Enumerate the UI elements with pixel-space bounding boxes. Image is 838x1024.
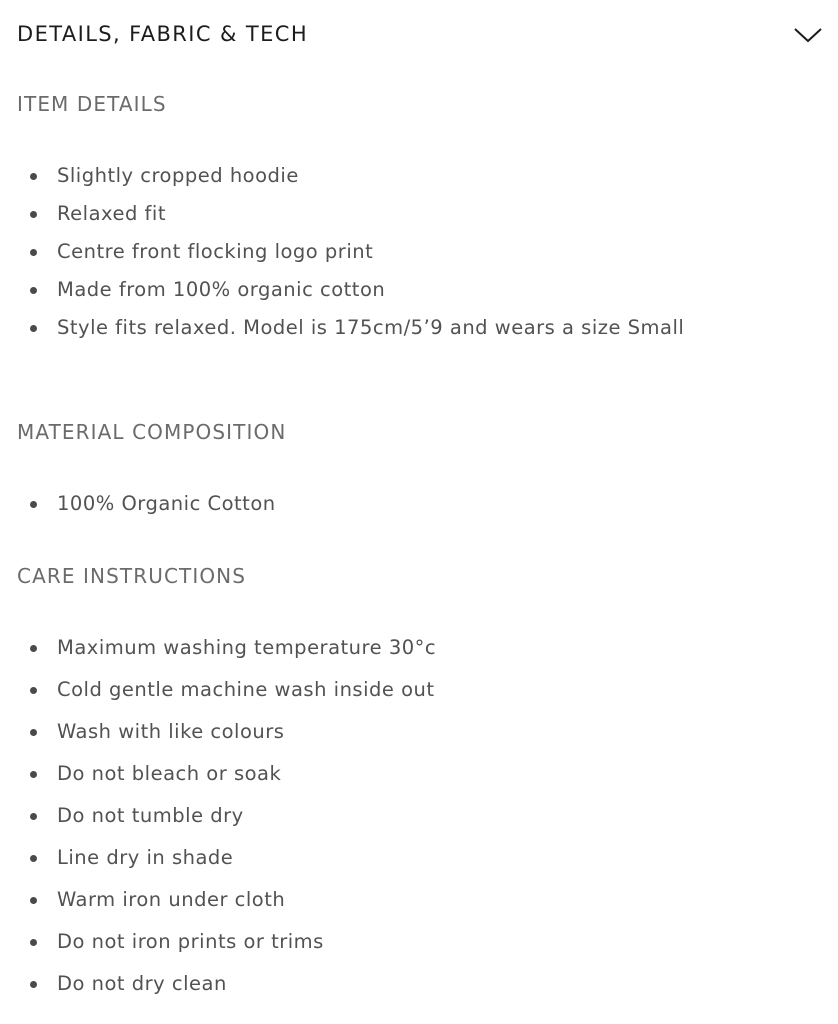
list-item: Relaxed fit xyxy=(0,195,684,233)
list-item: Wash with like colours xyxy=(0,711,436,753)
list-item: Line dry in shade xyxy=(0,837,436,879)
list-item: Do not tumble dry xyxy=(0,795,436,837)
material-composition-list xyxy=(0,485,276,523)
item-details-list xyxy=(0,157,684,347)
list-item: Centre front flocking logo print xyxy=(0,233,684,271)
list-item: Do not bleach or soak xyxy=(0,753,436,795)
item-details-heading: ITEM DETAILS xyxy=(17,92,167,116)
list-item: Cold gentle machine wash inside out xyxy=(0,669,436,711)
details-accordion-header[interactable] xyxy=(0,0,838,70)
list-item: Slightly cropped hoodie xyxy=(0,157,684,195)
material-composition-heading: MATERIAL COMPOSITION xyxy=(17,420,287,444)
list-item: Do not iron prints or trims xyxy=(0,921,436,963)
list-item: Style fits relaxed. Model is 175cm/5’9 and wears a size Small xyxy=(0,309,684,347)
care-instructions-list xyxy=(0,627,436,1005)
list-item: Made from 100% organic cotton xyxy=(0,271,684,309)
chevron-down-icon[interactable] xyxy=(793,26,823,44)
list-item: 100% Organic Cotton xyxy=(0,485,276,523)
list-item: Maximum washing temperature 30°c xyxy=(0,627,436,669)
accordion-title: DETAILS, FABRIC & TECH xyxy=(17,22,309,46)
care-instructions-heading: CARE INSTRUCTIONS xyxy=(17,564,247,588)
list-item: Warm iron under cloth xyxy=(0,879,436,921)
list-item: Do not dry clean xyxy=(0,963,436,1005)
